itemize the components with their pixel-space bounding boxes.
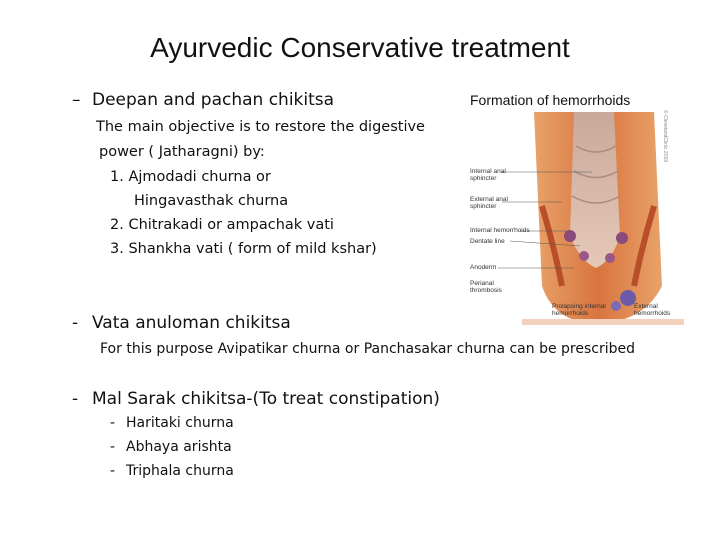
list-item-triphala: Triphala churna xyxy=(126,463,234,479)
label-external-anal-sphincter: External anal sphincter xyxy=(470,196,508,210)
label-external-hemorrhoids: External hemorrhoids xyxy=(634,303,671,317)
item-dash: - xyxy=(110,439,116,455)
label-dentate-line: Dentate line xyxy=(470,238,505,245)
label-anoderm: Anoderm xyxy=(470,264,497,271)
figure-watermark: © ClevelandClinic 2019 xyxy=(662,110,668,163)
section-vata-heading: Vata anuloman chikitsa xyxy=(92,313,291,333)
bullet-dash: – xyxy=(72,90,81,110)
remedy-item-2: 2. Chitrakadi or ampachak vati xyxy=(110,217,334,233)
section-malsarak-heading-row xyxy=(72,389,440,409)
bullet-dash: - xyxy=(72,389,79,409)
list-item xyxy=(110,463,234,479)
objective-line-2: power ( Jatharagni) by: xyxy=(99,144,265,160)
item-dash: - xyxy=(110,463,116,479)
label-internal-hemorrhoids: Internal hemorrhoids xyxy=(470,227,530,234)
section-deepan-heading: Deepan and pachan chikitsa xyxy=(92,90,335,110)
remedy-item-1: 1. Ajmodadi churna or xyxy=(110,169,271,185)
label-prolapsing-internal-hemorrhoids: Prolapsing internal hemorrhoids xyxy=(552,303,606,317)
list-item xyxy=(110,415,234,431)
hemorrhoids-illustration xyxy=(462,86,684,326)
list-item xyxy=(110,439,232,455)
item-dash: - xyxy=(110,415,116,431)
section-vata-heading-row xyxy=(72,313,291,333)
label-perianal-thrombosis: Perianal thrombosis xyxy=(470,280,502,294)
section-malsarak-heading: Mal Sarak chikitsa-(To treat constipation) xyxy=(92,389,440,409)
list-item-haritaki: Haritaki churna xyxy=(126,415,234,431)
remedy-item-3: 3. Shankha vati ( form of mild kshar) xyxy=(110,241,377,257)
list-item-abhaya: Abhaya arishta xyxy=(126,439,232,455)
bullet-dash: - xyxy=(72,313,79,333)
label-internal-anal-sphincter: Internal anal sphincter xyxy=(470,168,506,182)
vata-description: For this purpose Avipatikar churna or Panchasakar churna can be prescribed xyxy=(100,341,636,357)
slide-title: Ayurvedic Conservative treatment xyxy=(150,32,570,63)
section-deepan-heading-row xyxy=(72,90,334,110)
objective-line-1: The main objective is to restore the digestive xyxy=(96,119,425,135)
remedy-item-1-alt: Hingavasthak churna xyxy=(134,193,289,209)
figure-title: Formation of hemorrhoids xyxy=(470,92,631,108)
